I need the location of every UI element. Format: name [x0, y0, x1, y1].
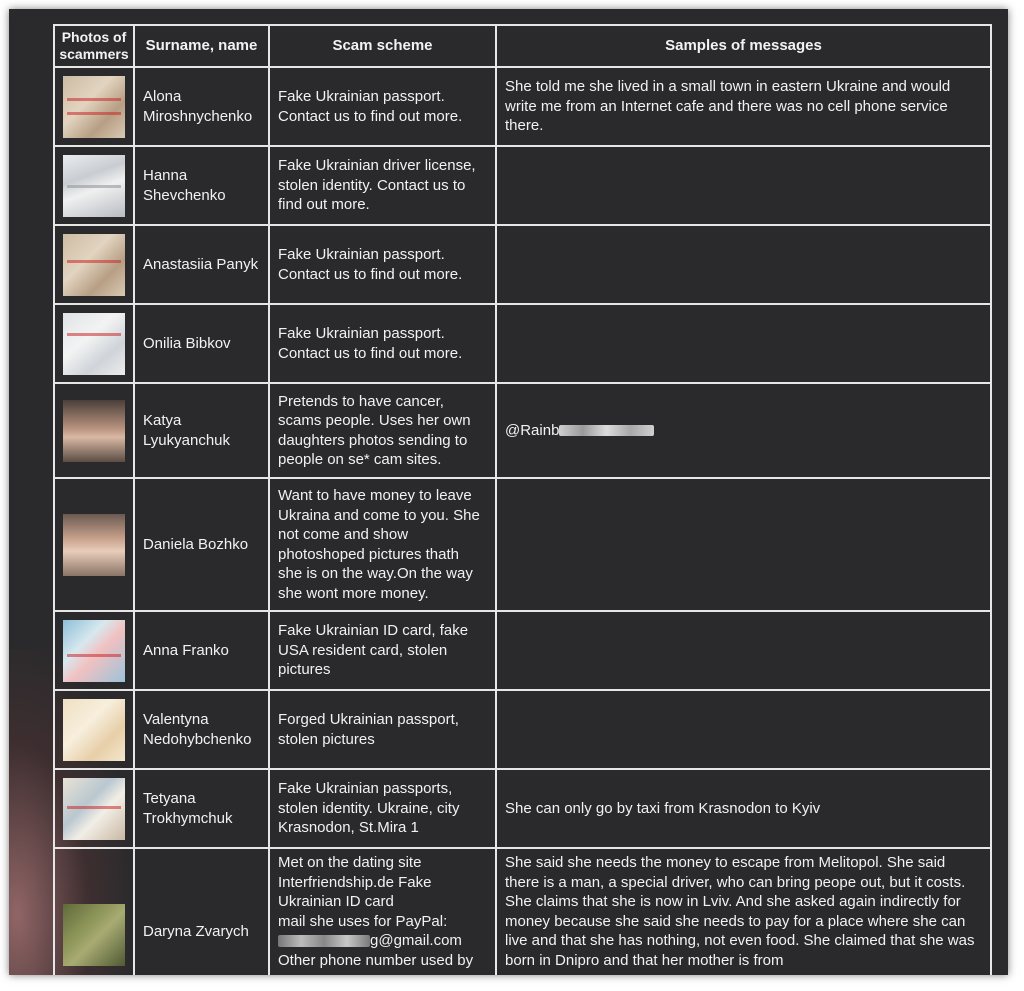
- id-card-photo: [63, 620, 125, 682]
- message-sample: She said she needs the money to escape from Melitopol. She said there is a man, a special driver, who can bring peope out, but it costs. She claims that she is now in Lviv. And she asked again indirectly for money because she said she needs to pay for a place where she can live and that she has nothing, not even food. She claimed that she was born in Dnipro and that her mother is from: [496, 848, 991, 975]
- photo-cell: [54, 383, 134, 478]
- header-name: Surname, name: [134, 25, 269, 67]
- scammer-name: Daniela Bozhko: [134, 478, 269, 611]
- passport-photo: [63, 234, 125, 296]
- table-row: [54, 146, 991, 225]
- scam-scheme: Want to have money to leave Ukraina and come to you. She not come and show photoshoped pictures thath she is on the way.On the way she wont more money.: [269, 478, 496, 611]
- header-photos: Photos of scammers: [54, 25, 134, 67]
- message-sample: [496, 611, 991, 690]
- scammer-name: Onilia Bibkov: [134, 304, 269, 383]
- scammers-table: [53, 24, 992, 975]
- scheme-line: Interfriendship.de Fake: [278, 873, 432, 891]
- photo-cell: [54, 478, 134, 611]
- redacted-email: [278, 935, 370, 947]
- table-row: [54, 769, 991, 848]
- table-row: [54, 690, 991, 769]
- person-photo: [63, 400, 125, 462]
- scam-scheme: Pretends to have cancer, scams people. Uses her own daughters photos sending to people on se* cam sites.: [269, 383, 496, 478]
- table-row: [54, 383, 991, 478]
- table-row: [54, 304, 991, 383]
- passport-photo: [63, 778, 125, 840]
- table-row: [54, 225, 991, 304]
- scammer-name: Anastasiia Panyk: [134, 225, 269, 304]
- id-card-photo: [63, 904, 125, 966]
- photo-cell: [54, 690, 134, 769]
- table-header-row: [54, 25, 991, 67]
- scam-scheme: Fake Ukrainian ID card, fake USA resident card, stolen pictures: [269, 611, 496, 690]
- scam-scheme: Fake Ukrainian driver license, stolen identity. Contact us to find out more.: [269, 146, 496, 225]
- table-row: [54, 611, 991, 690]
- photo-cell: [54, 67, 134, 146]
- table-row: [54, 67, 991, 146]
- scam-scheme: Fake Ukrainian passport. Contact us to find out more.: [269, 67, 496, 146]
- scammer-name: Alona Miroshnychenko: [134, 67, 269, 146]
- passport-photo: [63, 313, 125, 375]
- passport-photo: [63, 699, 125, 761]
- person-photo: [63, 514, 125, 576]
- scammer-name: Daryna Zvarych: [134, 848, 269, 975]
- header-messages: Samples of messages: [496, 25, 991, 67]
- table-row: [54, 848, 991, 975]
- email-line: [278, 931, 487, 951]
- scammer-name: Anna Franko: [134, 611, 269, 690]
- message-sample: [496, 225, 991, 304]
- scheme-line: Other phone number used by: [278, 951, 474, 969]
- message-handle: @Rainb: [505, 421, 560, 439]
- message-sample: [496, 304, 991, 383]
- message-sample: [496, 478, 991, 611]
- scheme-line: Met on the dating site: [278, 854, 422, 871]
- scammer-name: Tetyana Trokhymchuk: [134, 769, 269, 848]
- message-sample: [496, 383, 991, 478]
- scheme-line: mail she uses for PayPal:: [278, 912, 448, 930]
- scam-scheme: Fake Ukrainian passport. Contact us to find out more.: [269, 304, 496, 383]
- photo-cell: [54, 225, 134, 304]
- scammer-name: Hanna Shevchenko: [134, 146, 269, 225]
- scammer-name: Valentyna Nedohybchenko: [134, 690, 269, 769]
- scam-scheme: [269, 848, 496, 975]
- redacted-handle: [559, 425, 654, 436]
- scam-scheme: Forged Ukrainian passport, stolen pictures: [269, 690, 496, 769]
- scheme-line: Ukrainian ID card: [278, 893, 394, 910]
- photo-cell: [54, 848, 134, 975]
- scam-scheme: Fake Ukrainian passports, stolen identity. Ukraine, city Krasnodon, St.Mira 1: [269, 769, 496, 848]
- photo-cell: [54, 304, 134, 383]
- screenshot-frame: [9, 9, 1008, 975]
- message-sample: She can only go by taxi from Krasnodon to Kyiv: [496, 769, 991, 848]
- message-sample: She told me she lived in a small town in eastern Ukraine and would write me from an Internet cafe and there was no cell phone service there.: [496, 67, 991, 146]
- email-suffix: g@gmail.com: [370, 932, 462, 949]
- message-sample: [496, 146, 991, 225]
- photo-cell: [54, 146, 134, 225]
- table-row: [54, 478, 991, 611]
- scam-scheme: Fake Ukrainian passport. Contact us to find out more.: [269, 225, 496, 304]
- passport-photo: [63, 76, 125, 138]
- scammer-name: Katya Lyukyanchuk: [134, 383, 269, 478]
- photo-cell: [54, 769, 134, 848]
- passport-photo: [63, 155, 125, 217]
- header-scheme: Scam scheme: [269, 25, 496, 67]
- message-sample: [496, 690, 991, 769]
- photo-cell: [54, 611, 134, 690]
